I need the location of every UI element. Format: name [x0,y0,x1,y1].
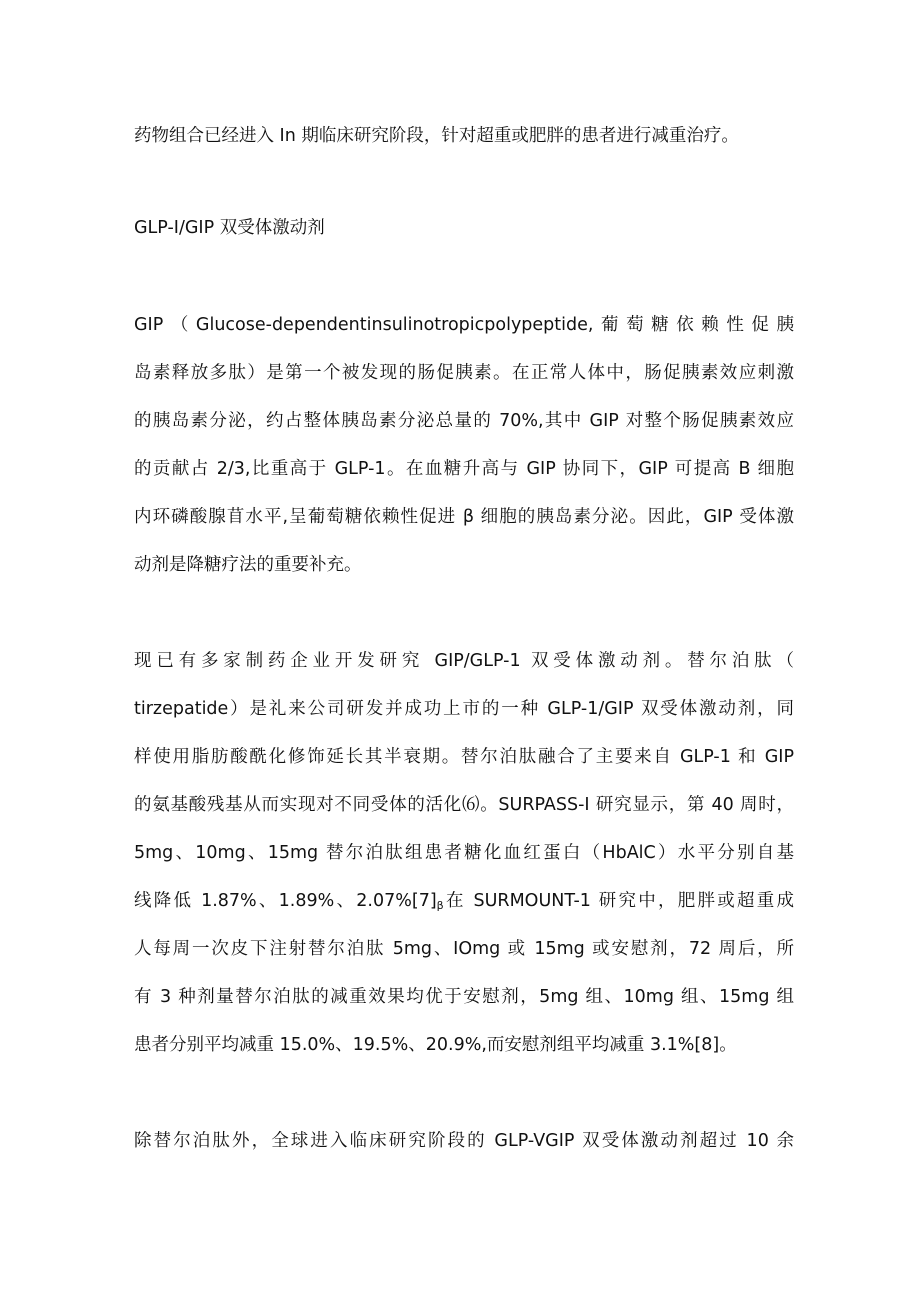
text-line: 患者分别平均减重 15.0%、19.5%、20.9%,而安慰剂组平均减重 3.1%[8]。 [134,1035,737,1055]
text-line: tirzepatide）是礼来公司研发并成功上市的一种 GLP-1/GIP 双受体激动剂，同 [134,699,794,719]
text-segment: 在 SURMOUNT-1 研究中，肥胖或超重成 [443,891,794,911]
text-line: GIP（Glucose-dependentinsulinotropicpolypeptide,葡萄糖依赖性促胰 [134,315,794,335]
text-line: 岛素释放多肽）是第一个被发现的肠促胰素。在正常人体中，肠促胰素效应刺激 [134,363,794,383]
text-line: 有 3 种剂量替尔泊肽的减重效果均优于安慰剂，5mg 组、10mg 组、15mg 组 [134,987,794,1007]
text-line: 现已有多家制药企业开发研究 GIP/GLP-1 双受体激动剂。替尔泊肽（ [134,651,794,671]
text-line: 的氨基酸残基从而实现对不同受体的活化⑹。SURPASS-I 研究显示，第 40 周时， [134,795,794,815]
text-line: 的胰岛素分泌，约占整体胰岛素分泌总量的 70%,其中 GIP 对整个肠促胰素效应 [134,411,794,431]
section-heading: GLP-I/GIP 双受体激动剂 [134,218,325,238]
text-line: 5mg、10mg、15mg 替尔泊肽组患者糖化血红蛋白（HbAlC）水平分别自基 [134,843,794,863]
text-line: 人每周一次皮下注射替尔泊肽 5mg、IOmg 或 15mg 或安慰剂，72 周后，所 [134,939,794,959]
text-segment: 线降低 1.87%、1.89%、2.07%[7] [134,891,437,911]
text-line: 药物组合已经进入 In 期临床研究阶段，针对超重或肥胖的患者进行减重治疗。 [134,126,739,146]
text-line: 动剂是降糖疗法的重要补充。 [134,555,362,575]
text-line: 内环磷酸腺苜水平,呈葡萄糖依赖性促进 β 细胞的胰岛素分泌。因此，GIP 受体激 [134,507,794,527]
citation-subscript: β [436,899,444,912]
text-line: 除替尔泊肽外，全球进入临床研究阶段的 GLP-VGIP 双受体激动剂超过 10 余 [134,1131,794,1151]
text-line [134,889,794,918]
text-line: 的贡献占 2/3,比重高于 GLP-1。在血糖升高与 GIP 协同下，GIP 可提高 B 细胞 [134,459,794,479]
text-line: 样使用脂肪酸酰化修饰延长其半衰期。替尔泊肽融合了主要来自 GLP-1 和 GIP [134,747,794,767]
